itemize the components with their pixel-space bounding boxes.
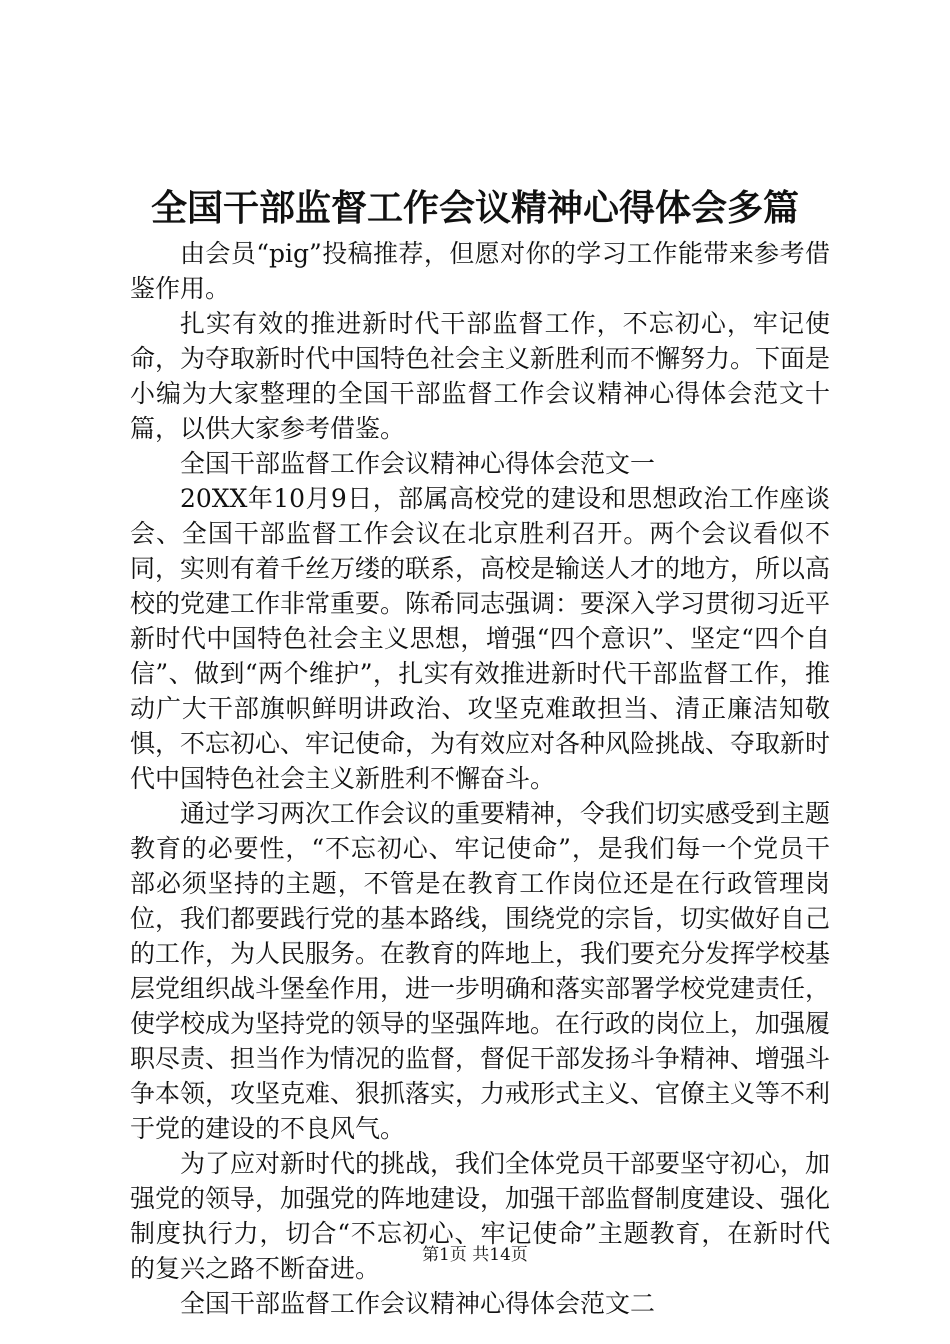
document-body: [130, 236, 830, 1321]
paragraph-body: 为了应对新时代的挑战，我们全体党员干部要坚守初心，加强党的领导，加强党的阵地建设，加强干部监督制度建设、强化制度执行力，切合“不忘初心、牢记使命”主题教育，在新时代的复兴之路不断奋进。: [130, 1149, 831, 1283]
section-heading-1: 全国干部监督工作会议精神心得体会范文一: [180, 449, 656, 478]
section-heading-2: 全国干部监督工作会议精神心得体会范文二: [180, 1289, 656, 1318]
paragraph-body: 通过学习两次工作会议的重要精神，令我们切实感受到主题教育的必要性，“不忘初心、牢记使命”，是我们每一个党员干部必须坚持的主题，不管是在教育工作岗位还是在行政管理岗位，我们都要践行党的基本路线，围绕党的宗旨，切实做好自己的工作，为人民服务。在教育的阵地上，我们要充分发挥学校基层党组织战斗堡垒作用，进一步明确和落实部署学校党建责任，使学校成为坚持党的领导的坚强阵地。在行政的岗位上，加强履职尽责、担当作为情况的监督，督促干部发扬斗争精神、增强斗争本领，攻坚克难、狠抓落实，力戒形式主义、官僚主义等不利于党的建设的不良风气。: [130, 799, 831, 1143]
paragraph-summary: 扎实有效的推进新时代干部监督工作，不忘初心，牢记使命，为夺取新时代中国特色社会主义新胜利而不懈努力。下面是小编为大家整理的全国干部监督工作会议精神心得体会范文十篇，以供大家参考借鉴。: [130, 309, 831, 443]
document-title: 全国干部监督工作会议精神心得体会多篇: [150, 187, 799, 229]
paragraph-body: 20XX年10月9日，部属高校党的建设和思想政治工作座谈会、全国干部监督工作会议在北京胜利召开。两个会议看似不同，实则有着千丝万缕的联系，高校是输送人才的地方，所以高校的党建工作非常重要。陈希同志强调：要深入学习贯彻习近平新时代中国特色社会主义思想，增强“四个意识”、坚定“四个自信”、做到“两个维护”，扎实有效推进新时代干部监督工作，推动广大干部旗帜鲜明讲政治、攻坚克难敢担当、清正廉洁知敬惧，不忘初心、牢记使命，为有效应对各种风险挑战、夺取新时代中国特色社会主义新胜利不懈奋斗。: [130, 484, 831, 793]
paragraph-intro: 由会员“pig”投稿推荐，但愿对你的学习工作能带来参考借鉴作用。: [130, 239, 830, 303]
page-number-footer: 第1页 共14页: [422, 1245, 528, 1265]
